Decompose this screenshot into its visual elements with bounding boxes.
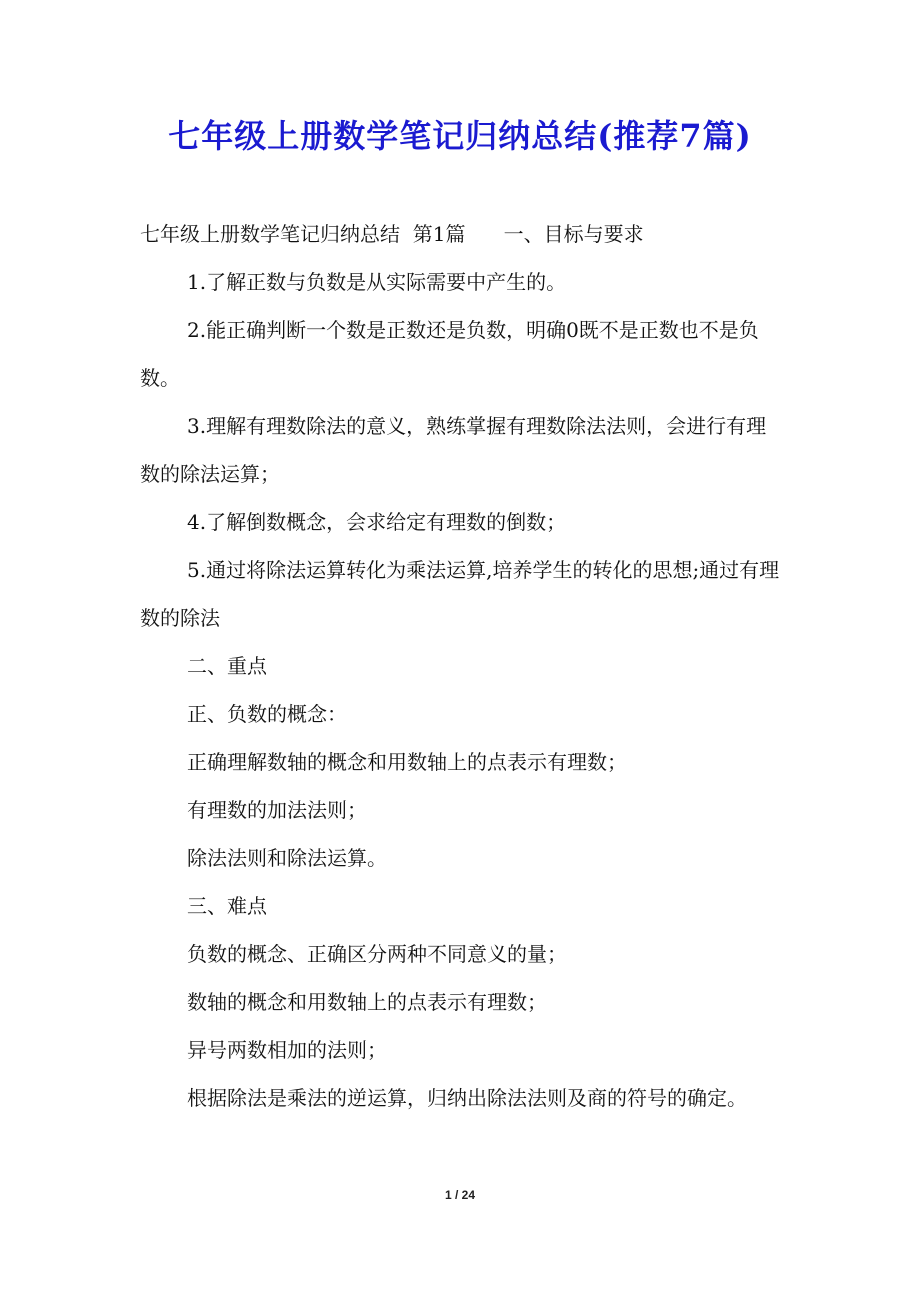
paragraph-key-point-3: 有理数的加法法则； (187, 798, 367, 822)
paragraph-item-1: 1.了解正数与负数是从实际需要中产生的。 (187, 270, 567, 294)
document-title: 七年级上册数学笔记归纳总结(推荐7篇) (168, 117, 752, 155)
paragraph-key-point-4: 除法法则和除法运算。 (187, 846, 387, 870)
document-body (140, 210, 785, 1122)
paragraph-item-2: 2.能正确判断一个数是正数还是负数，明确0既不是正数也不是负数。 (140, 318, 759, 390)
paragraph-difficulty-3: 异号两数相加的法则； (187, 1038, 387, 1062)
paragraph-difficulty-2: 数轴的概念和用数轴上的点表示有理数； (187, 990, 547, 1014)
paragraph-item-5: 5.通过将除法运算转化为乘法运算,培养学生的转化的思想;通过有理数的除法 (140, 558, 780, 630)
paragraph-heading-key-points: 二、重点 (187, 654, 267, 678)
paragraph-item-4: 4.了解倒数概念，会求给定有理数的倒数； (187, 510, 567, 534)
paragraph-key-point-1: 正、负数的概念： (187, 702, 347, 726)
paragraph-item-3: 3.理解有理数除法的意义，熟练掌握有理数除法法则，会进行有理数的除法运算； (140, 414, 767, 486)
paragraph-heading-section-1: 七年级上册数学笔记归纳总结 第1篇 一、目标与要求 (140, 222, 644, 246)
page-number-indicator: 1 / 24 (444, 1188, 476, 1202)
paragraph-difficulty-4: 根据除法是乘法的逆运算，归纳出除法法则及商的符号的确定。 (187, 1086, 747, 1110)
paragraph-heading-difficulties: 三、难点 (187, 894, 267, 918)
paragraph-key-point-2: 正确理解数轴的概念和用数轴上的点表示有理数； (187, 750, 627, 774)
paragraph-difficulty-1: 负数的概念、正确区分两种不同意义的量； (187, 942, 567, 966)
